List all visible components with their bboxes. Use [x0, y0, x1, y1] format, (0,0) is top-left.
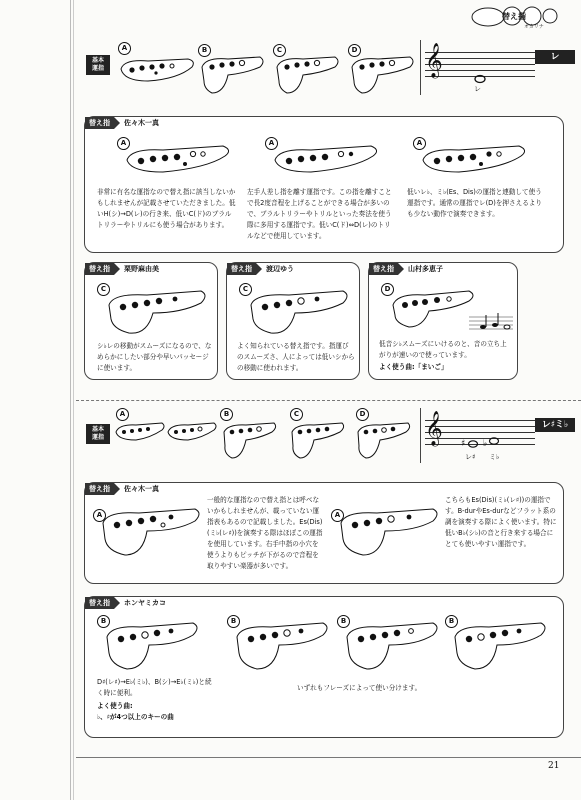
- ocarina-diagram: [419, 142, 529, 178]
- alt-fingering-card: [226, 262, 360, 380]
- ocarina-diagram: [123, 142, 233, 178]
- ocarina-diagram: [231, 619, 331, 675]
- ocarina-diagram: [101, 619, 201, 675]
- treble-clef-icon: 𝄞: [425, 43, 443, 78]
- alt-fingering-tag: 替え指: [85, 117, 114, 129]
- ocarina-diagram: [245, 285, 353, 337]
- fingering-label-a: A: [116, 408, 129, 421]
- fingering-label-c: C: [273, 44, 286, 57]
- fingering-label-a: A: [93, 509, 106, 522]
- contributor-name: 栗野麻由美: [124, 265, 159, 273]
- ocarina-diagram: [103, 285, 211, 337]
- card-description: 左手人差し指を離す運指です。この指を離すことで長2度音程を上げることができる場合が多いので、ブラルトリラーやトリルといった奏法を使う際に多用する運指です。低いC(ド)⇔D(レ)のトリルなどで使用しています。: [247, 188, 392, 240]
- alt-fingering-tag: 替え指: [369, 263, 398, 275]
- note-head-icon: [461, 436, 505, 450]
- fingering-label-d: D: [356, 408, 369, 421]
- ocarina-diagram: [335, 505, 441, 561]
- ocarina-diagram: [288, 420, 348, 464]
- basic-fingering-label: 基本 運指: [86, 424, 110, 444]
- ocarina-diagram: [348, 53, 418, 98]
- favorite-song-title: よく使う曲:: [97, 702, 133, 710]
- fingering-label-a: A: [265, 137, 278, 150]
- fingering-label-c: C: [239, 283, 252, 296]
- footer-line: [76, 757, 581, 758]
- contributor-name: 渡辺ゆう: [266, 265, 294, 273]
- section-divider: [76, 400, 581, 401]
- card-description: 低音シ♭スムーズにいけるのと、音の立ち上がりが速いので使っています。: [379, 340, 507, 359]
- card-description: 非常に有名な運指なので替え指に該当しないかもしれませんが記載させていただきました。低いH(シ)→D(レ)の行き来、低いC(ド)のブラルトリラーやトリルにも使う場合があります。: [97, 188, 236, 229]
- treble-clef-icon: 𝄞: [425, 411, 443, 446]
- basic-fingering-label: 基本 運指: [86, 55, 110, 75]
- fingering-label-b: B: [97, 615, 110, 628]
- favorite-song: よく使う曲:「まいご」: [379, 363, 448, 371]
- key-label: レ♯ミ♭: [535, 418, 575, 432]
- card-description: こちらもEs(Dis)(ミ♭(レ♯))の運指です。B-durやEs-durなどフラット系の調を演奏する際によく使います。特に低いB♭(シ♭)の音と行き来する場合にとても使いやすい運指です。: [445, 496, 557, 548]
- card-description: いずれもフレーズによって使い分けます。: [297, 684, 422, 692]
- ocarina-diagram: [198, 53, 268, 98]
- fingering-label-b: B: [227, 615, 240, 628]
- fingering-label-b: B: [198, 44, 211, 57]
- key-label: レ: [535, 50, 575, 64]
- card-description: 低いレ♭、ミ♭(Es、Dis)の運指と連動して使う運指です。通常の運指でレ(D)を押さえるよりも少ない動作で演奏できます。: [407, 188, 542, 218]
- note-head-icon: [473, 74, 487, 84]
- fingering-label-a: A: [118, 42, 131, 55]
- note-letter: レ♯: [465, 453, 476, 461]
- ocarina-diagram: [273, 53, 343, 98]
- fingering-label-b: B: [337, 615, 350, 628]
- music-notation-icon: [469, 313, 513, 333]
- page-margin-line: [73, 0, 74, 800]
- alt-fingering-card: [84, 482, 564, 584]
- note-letter: レ: [474, 85, 481, 93]
- ocarina-diagram: [166, 420, 218, 446]
- fingering-label-c: C: [97, 283, 110, 296]
- top-badge-title: 替え指: [502, 12, 526, 21]
- alt-fingering-card: [84, 596, 564, 738]
- svg-text:♯: ♯: [461, 439, 466, 449]
- card-description: 一般的な運指なので替え指とは呼べないかもしれませんが、載っていない運指表もあるので記載しました。Es(Dis)(ミ♭(レ♯))を演奏する際はほぼこの運指を使用しています。右手中指の小穴を使うよりもピッチが下がるので音程を取りやすい楽器が多いです。: [207, 496, 323, 570]
- ocarina-diagram: [354, 420, 414, 464]
- fingering-label-c: C: [290, 408, 303, 421]
- card-description: シ♭レの移動がスムーズになるので、なめらかにしたい部分や早いパッセージに使います。: [97, 342, 212, 372]
- fingering-label-b: B: [445, 615, 458, 628]
- fingering-label-d: D: [381, 283, 394, 296]
- ocarina-diagram: [271, 142, 381, 178]
- ocarina-diagram: [449, 619, 549, 675]
- alt-fingering-card: [84, 262, 218, 380]
- fingering-label-a: A: [117, 137, 130, 150]
- ocarina-diagram: [114, 420, 166, 446]
- fingering-label-a: A: [413, 137, 426, 150]
- fingering-label-d: D: [348, 44, 361, 57]
- alt-fingering-tag: 替え指: [85, 597, 114, 609]
- fingering-label-b: B: [220, 408, 233, 421]
- fingering-label-a: A: [331, 509, 344, 522]
- contributor-name: 佐々木一真: [124, 119, 159, 127]
- alt-fingering-tag: 替え指: [85, 263, 114, 275]
- music-staff: [425, 43, 535, 93]
- ocarina-diagram: [341, 619, 441, 675]
- ocarina-diagram: [97, 505, 203, 561]
- music-staff: [425, 411, 535, 461]
- card-description: D♯(レ♯)→E♭(ミ♭)、B(シ)→E♭(ミ♭)と続く時に便利。: [97, 678, 212, 697]
- card-description: よく知られている替え指です。指運びのスムーズさ、人によっては低いシから の移動に使われます。: [237, 342, 355, 372]
- alt-fingering-card: [84, 116, 564, 253]
- contributor-name: ホンヤミカコ: [124, 599, 166, 607]
- section-divider: [420, 40, 421, 95]
- ocarina-diagram: [220, 420, 280, 464]
- contributor-name: 佐々木一真: [124, 485, 159, 493]
- note-letter: ミ♭: [489, 453, 500, 461]
- alt-fingering-tag: 替え指: [85, 483, 114, 495]
- section-divider: [420, 408, 421, 463]
- page-margin-line: [70, 0, 71, 800]
- page-number: 21: [548, 761, 560, 771]
- favorite-song: ♭、♯が4つ以上のキーの曲: [97, 713, 174, 721]
- contributor-name: 山村多恵子: [408, 265, 443, 273]
- top-badge: [468, 3, 558, 29]
- top-badge-sub: オカリナ: [524, 24, 544, 30]
- alt-fingering-tag: 替え指: [227, 263, 256, 275]
- ocarina-diagram: [118, 55, 198, 85]
- alt-fingering-card: [368, 262, 518, 380]
- ocarina-diagram: [387, 287, 477, 331]
- svg-text:♭: ♭: [483, 439, 488, 449]
